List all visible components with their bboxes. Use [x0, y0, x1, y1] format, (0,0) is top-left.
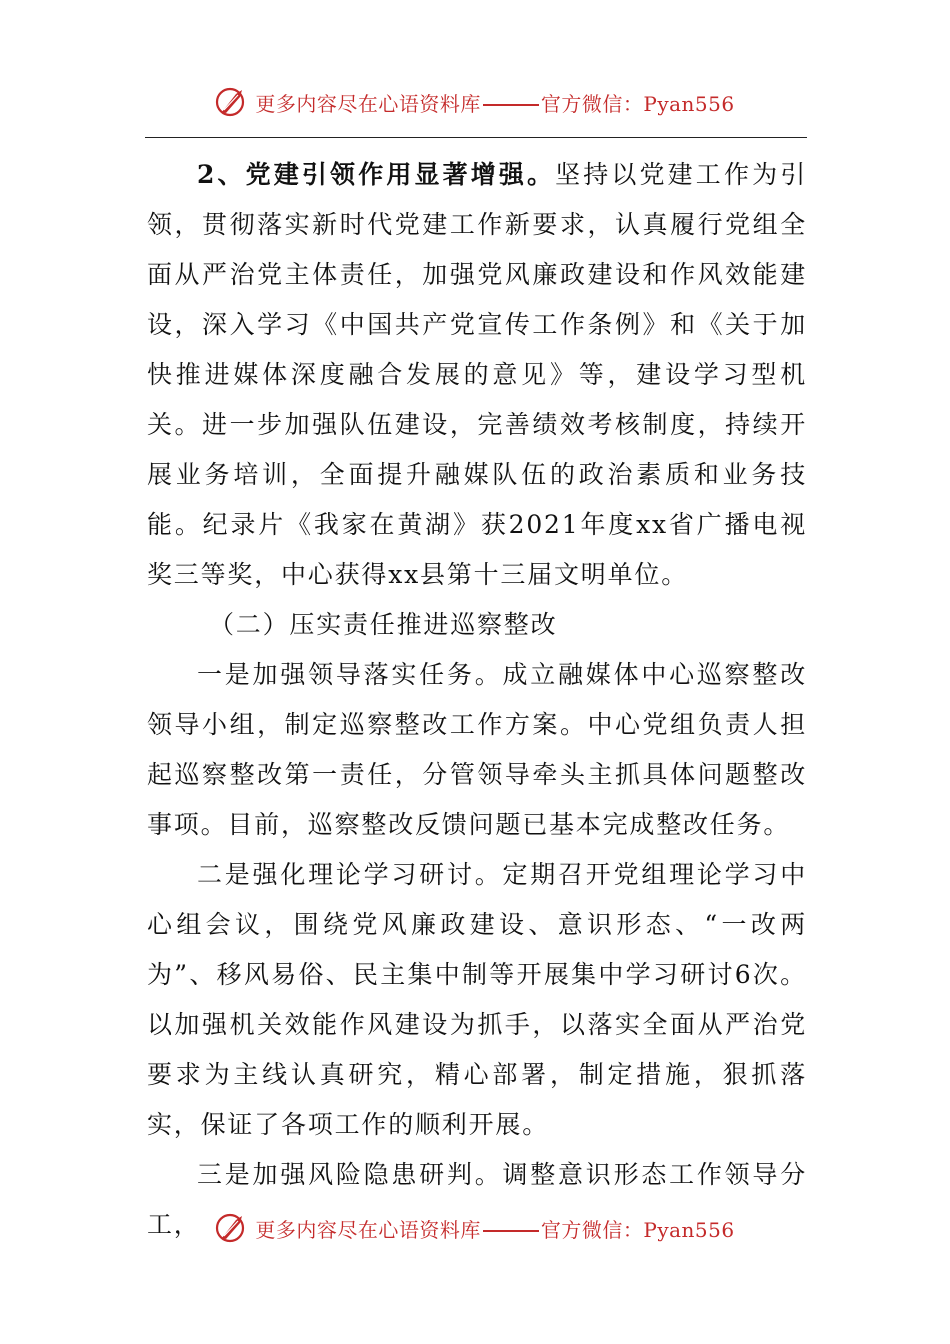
paragraph-2: 二是强化理论学习研讨。定期召开党组理论学习中心组会议，围绕党风廉政建设、意识形态、“一改两为”、移风易俗、民主集中制等开展集中学习研讨6次。以加强机关效能作风建设为抓手，以落实全面从严治党要求为主线认真研究，精心部署，制定措施，狠抓落实，保证了各项工作的顺利开展。 [147, 860, 807, 1139]
watermark-text: 更多内容尽在心语资料库 官方微信：Pyan556 [255, 91, 735, 116]
header-watermark-banner [0, 82, 950, 122]
watermark-text: 更多内容尽在心语资料库 官方微信：Pyan556 [255, 1217, 735, 1242]
item-2-paragraph [147, 150, 807, 600]
item-2-heading: 2、党建引领作用显著增强。 [197, 160, 556, 189]
footer-watermark-banner [0, 1208, 950, 1248]
paragraph-3: 三是加强风险隐患研判。调整意识形态工作领导分工， [147, 1160, 807, 1239]
pen-nib-logo-icon [215, 1211, 249, 1245]
paragraph-1: 一是加强领导落实任务。成立融媒体中心巡察整改领导小组，制定巡察整改工作方案。中心党组负责人担起巡察整改第一责任，分管领导牵头主抓具体问题整改事项。目前，巡察整改反馈问题已基本完成整改任务。 [147, 660, 807, 839]
item-2-body: 坚持以党建工作为引领，贯彻落实新时代党建工作新要求，认真履行党组全面从严治党主体责任，加强党风廉政建设和作风效能建设，深入学习《中国共产党宣传工作条例》和《关于加快推进媒体深度融合发展的意见》等，建设学习型机关。进一步加强队伍建设，完善绩效考核制度，持续开展业务培训，全面提升融媒队伍的政治素质和业务技能。纪录片《我家在黄湖》获2021年度xx省广播电视奖三等奖，中心获得xx县第十三届文明单位。 [147, 160, 808, 589]
header-divider [145, 137, 807, 138]
document-body [147, 150, 807, 1250]
pen-nib-logo-icon [215, 85, 249, 119]
section-subheading: （二）压实责任推进巡察整改 [209, 610, 558, 639]
